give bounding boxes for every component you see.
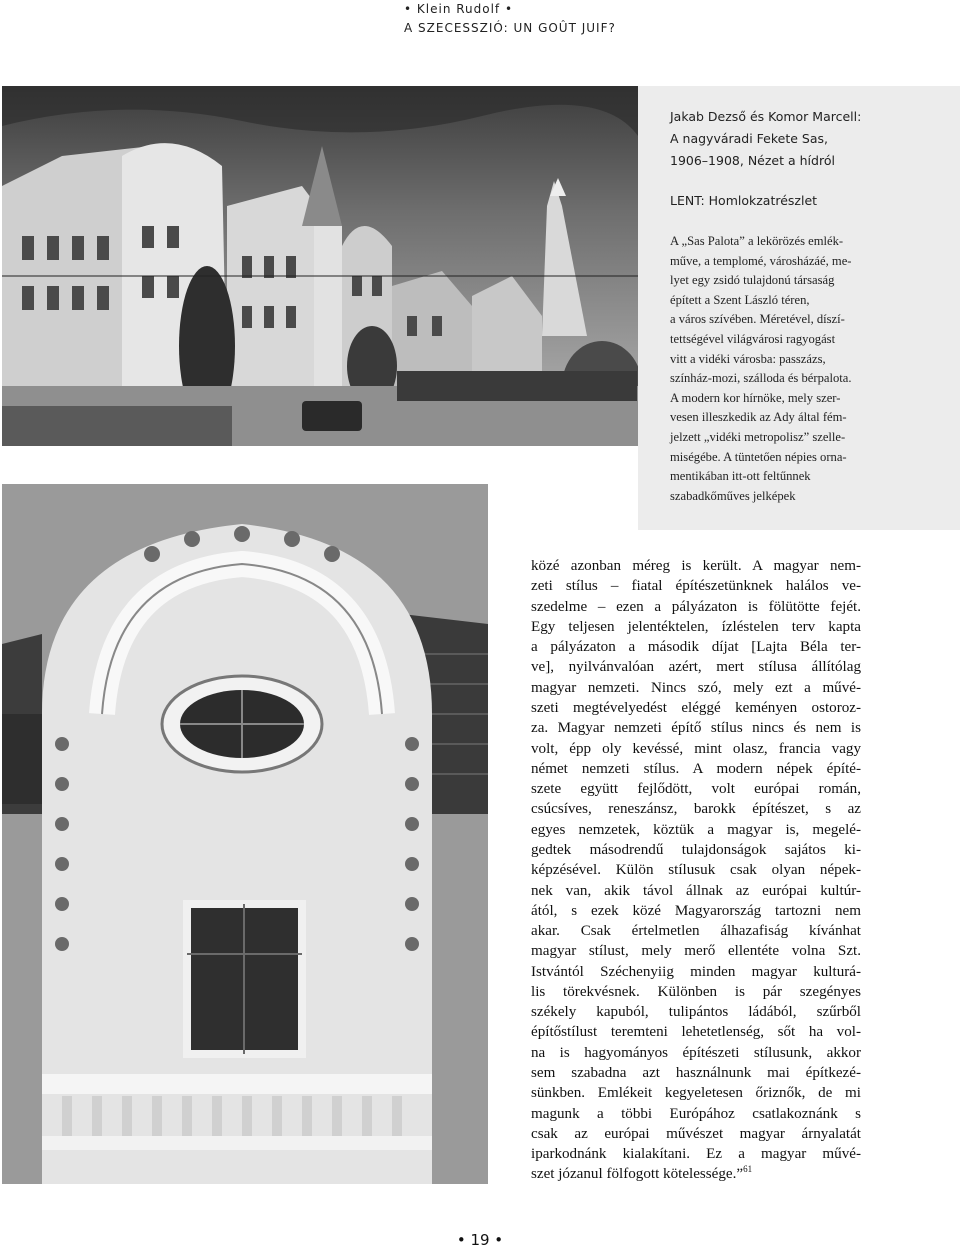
body-line: szedelme – ezen a pályázaton is fölütötte fejét. [531, 598, 861, 615]
caption-body-line: szabadkőműves jelképek [670, 488, 796, 503]
body-line: magyar nemzeti. Nincs szó, mely ezt a művé- [531, 679, 861, 696]
body-line: székely kapuból, tulipántos ládából, szűrből [531, 1004, 861, 1021]
body-line: sem szabadna azt használnunk mai építkezé- [531, 1065, 861, 1082]
body-line: szeti megtévelyedést eléggé keményen ostoroz- [531, 699, 861, 716]
caption-body-line: a város szívében. Méretével, díszí- [670, 312, 845, 327]
body-line-last-text: szet józanul fölfogott kötelessége.” [531, 1166, 744, 1183]
body-line: gedtek másodrendű tulajdonságok sajátos ki- [531, 841, 861, 858]
body-line: képzésével. Külön stílusuk csak olyan népek- [531, 862, 861, 879]
body-line: csak az európai művészet magyar árnyalatát [531, 1125, 861, 1142]
caption-title-line: A nagyváradi Fekete Sas, [670, 131, 829, 146]
caption-title-line: Jakab Dezső és Komor Marcell: [670, 109, 862, 124]
caption-body-line: vesen illeszkedik az Ady által fém- [670, 410, 847, 425]
caption-body [670, 232, 942, 506]
body-line: magyar stílust, mely merő ellentéte volna Szt. [531, 943, 861, 960]
body-line: építőstílust teremteni lehetetlenség, sőt ha vol- [531, 1024, 861, 1041]
page-number: • 19 • [456, 1231, 504, 1249]
body-line: szete együtt fejlődött, volt európai román, [531, 781, 861, 798]
body-line: sünkben. Emlékeit kegyeletesen őriznők, de mi [531, 1085, 861, 1102]
running-head-title: A SZECESSZIÓ: UN GOÛT JUIF? [404, 21, 616, 35]
caption-body-line: A modern kor hírnöke, mely szer- [670, 390, 841, 405]
body-line: na is hagyományos építészeti stílusunk, akkor [531, 1044, 861, 1061]
body-line: za. Magyar nemzeti építő stílus nincs és nem is [531, 720, 861, 737]
body-line: akar. Csak értelmetlen álhazafiság kívánhat [531, 923, 861, 940]
body-line-last [531, 1164, 861, 1184]
caption-body-line: épített a Szent László téren, [670, 292, 810, 307]
body-line: egyes nemzetek, köztük a magyar is, megelé- [531, 821, 861, 838]
caption-body-line: mentikában itt-ott feltűnnek [670, 469, 811, 484]
body-line: a pályázaton a második díjat [Lajta Béla ter- [531, 639, 861, 656]
body-line: német nemzeti stílus. A modern népek építé- [531, 760, 861, 777]
body-line: volt, épp oly kevéssé, mint olasz, francia vagy [531, 740, 861, 757]
caption-body-line: műve, a templomé, városházáé, me- [670, 253, 852, 268]
caption-title [670, 106, 940, 172]
body-line: nek van, akik távol állnak az európai kultúr- [531, 882, 861, 899]
body-line: csúcsíves, reneszánsz, barokk építészet, s az [531, 801, 861, 818]
caption-body-line: A „Sas Palota” a lekörözés emlék- [670, 234, 844, 248]
body-line: Egy teljesen jelentéktelen, ízléstelen terv kapta [531, 618, 861, 635]
caption-body-line: vitt a vidéki városba: passzázs, [670, 351, 826, 366]
body-line: lis törekvésnek. Különben is pár szegényes [531, 983, 861, 1000]
caption-body-line: színház-mozi, szálloda és bérpalota. [670, 371, 852, 386]
body-line: Istvántól Széchenyiig minden magyar kulturá- [531, 963, 861, 980]
running-head-author: • Klein Rudolf • [404, 2, 514, 16]
caption-body-line: tettségével világvárosi ragyogást [670, 331, 836, 346]
caption-body-line: jelzett „vidéki metropolisz” szelle- [670, 429, 846, 444]
main-text [531, 556, 861, 1185]
body-line: közé azonban méreg is került. A magyar nem- [531, 558, 861, 574]
body-line: magunk a többi Európához csatlakoznánk s [531, 1105, 861, 1122]
running-head [404, 0, 624, 38]
body-line: iparkodnánk kialakítani. Ez a magyar művé- [531, 1146, 861, 1163]
caption-body-line: miségébe. A tüntetően népies orna- [670, 449, 847, 464]
caption-title-line: 1906–1908, Nézet a hídról [670, 153, 835, 168]
caption-lent: LENT: Homlokzatrészlet [670, 193, 818, 208]
footnote-ref[interactable]: 61 [743, 1164, 753, 1175]
body-line: ától, s ezek közé Magyarország tartozni nem [531, 902, 861, 919]
photo-facade-detail [2, 484, 488, 1184]
caption-body-line: lyet egy zsidó tulajdonú társaság [670, 273, 835, 288]
body-line: zeti stílus – fiatal építészetünknek halálos ve- [531, 578, 861, 595]
photo-black-eagle-palace [2, 86, 638, 446]
body-line: ve], nyilvánvalóan azért, mert stílusa állítólag [531, 659, 861, 676]
